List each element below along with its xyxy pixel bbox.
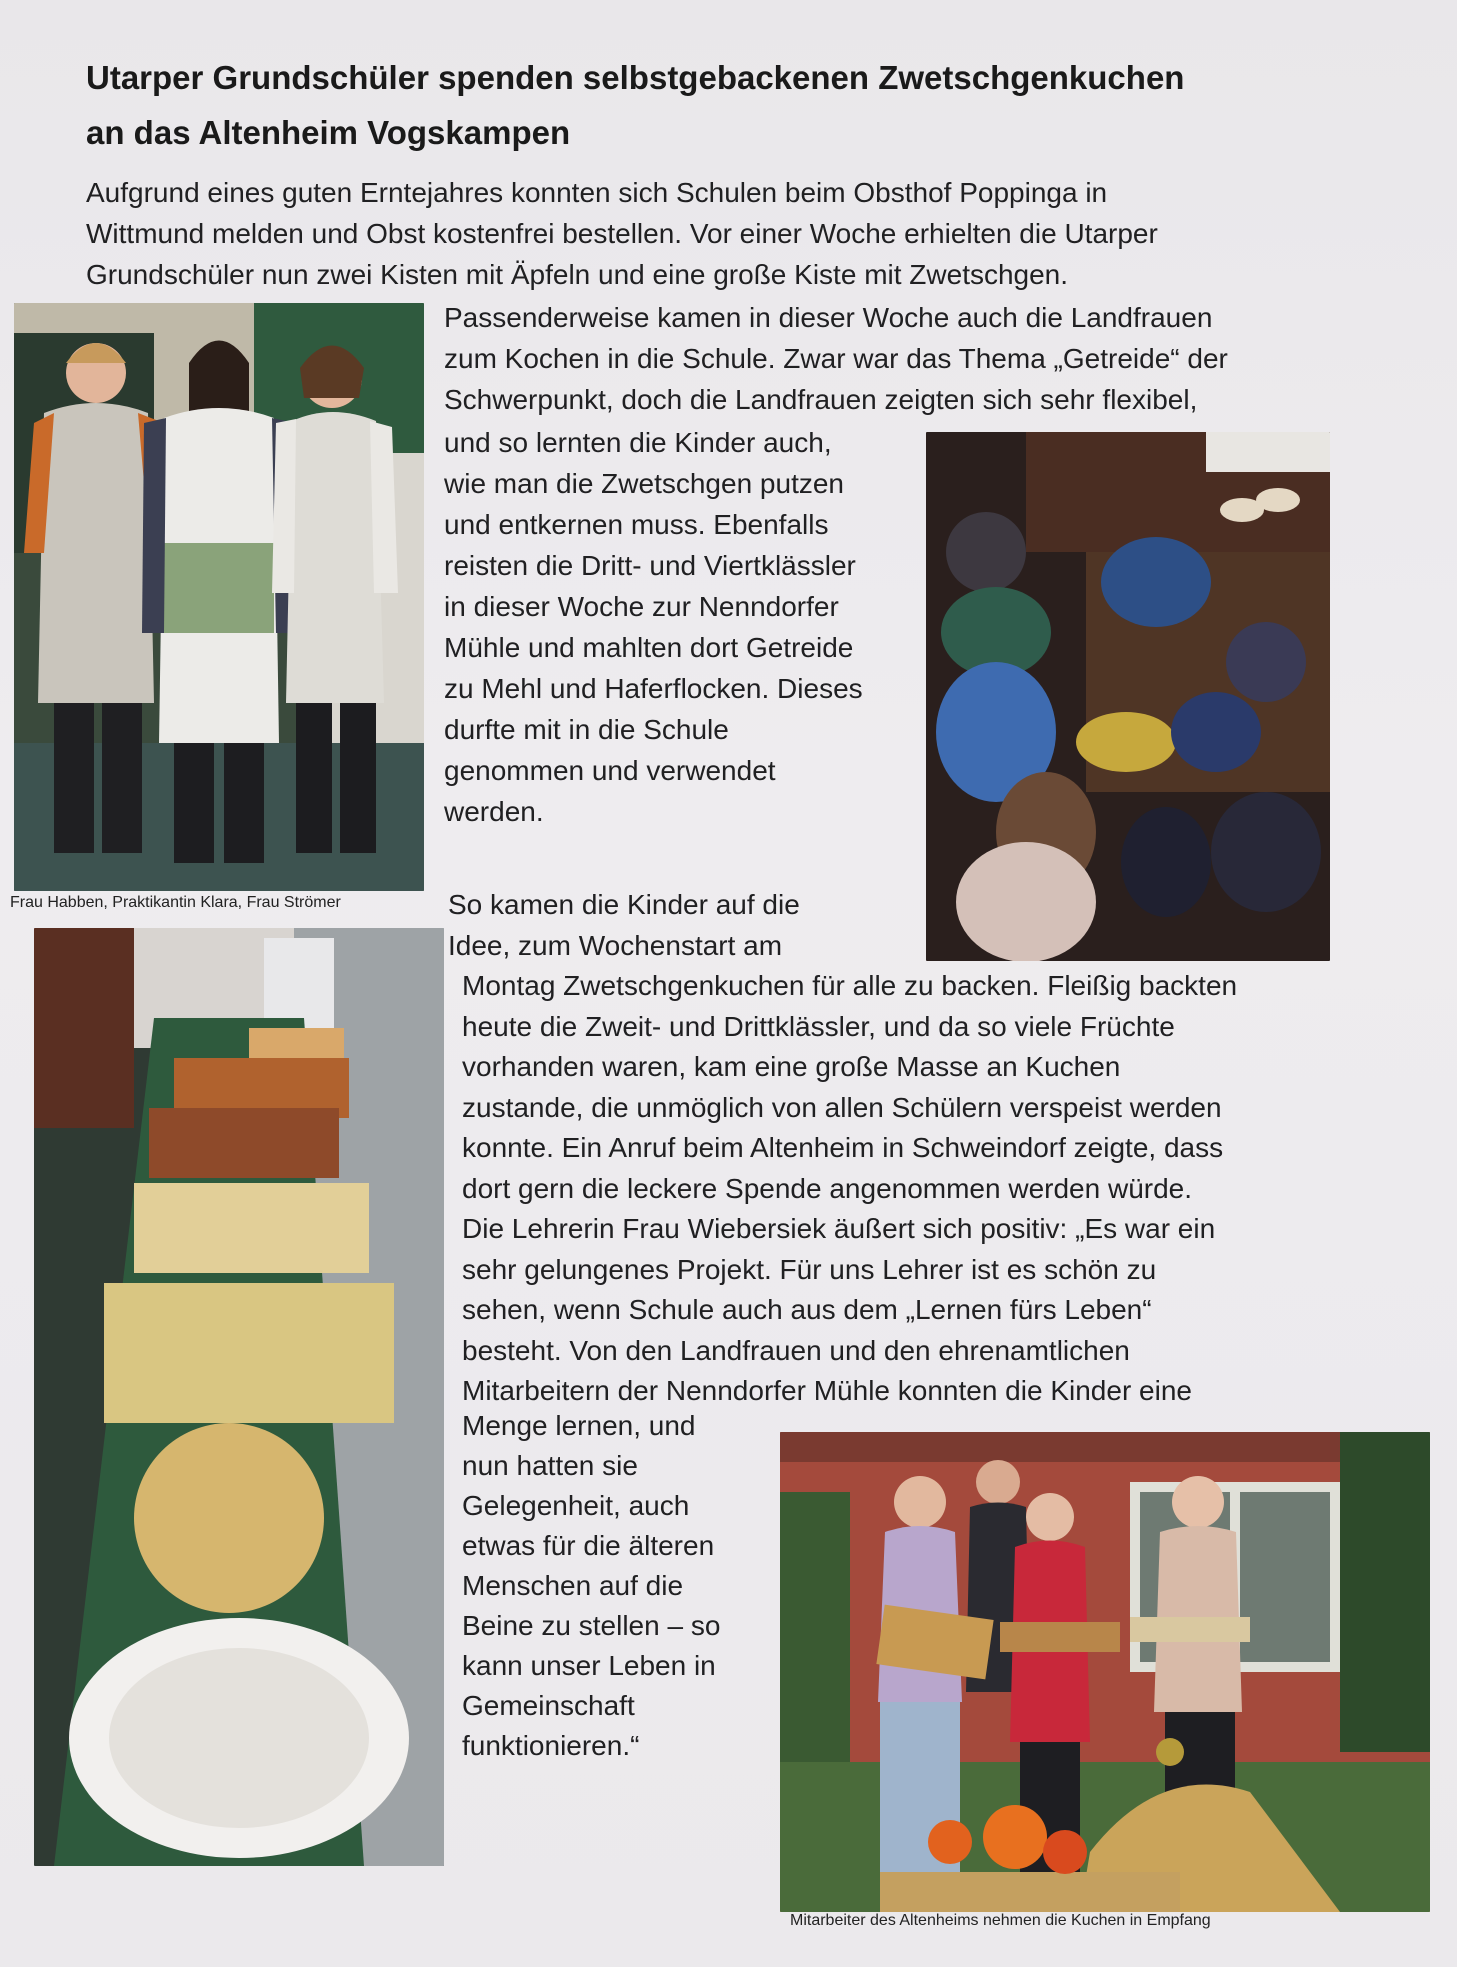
text-line: genommen und verwendet: [444, 755, 776, 786]
text-line: Passenderweise kamen in dieser Woche auch die Landfrauen: [444, 302, 1213, 333]
text-line: kann unser Leben in: [462, 1650, 716, 1681]
text-line: wie man die Zwetschgen putzen: [444, 468, 844, 499]
text-line: nun hatten sie: [462, 1450, 638, 1481]
text-line: Wittmund melden und Obst kostenfrei bestellen. Vor einer Woche erhielten die Utarper: [86, 218, 1158, 249]
photo-kinder-kochen: [926, 432, 1330, 961]
text-line: und so lernten die Kinder auch,: [444, 427, 832, 458]
text-line: Aufgrund eines guten Erntejahres konnten sich Schulen beim Obsthof Poppinga in: [86, 177, 1108, 208]
so-kamen-paragraph: [448, 884, 800, 966]
text-line: und entkernen muss. Ebenfalls: [444, 509, 829, 540]
text-line: reisten die Dritt- und Viertklässler: [444, 550, 856, 581]
text-line: Montag Zwetschgenkuchen für alle zu backen. Fleißig backten: [462, 970, 1238, 1001]
text-line: Idee, zum Wochenstart am: [448, 930, 783, 961]
text-line: sehr gelungenes Projekt. Für uns Lehrer ist es schön zu: [462, 1253, 1157, 1285]
text-line: Gemeinschaft: [462, 1690, 635, 1721]
text-line: funktionieren.“: [462, 1730, 640, 1761]
narrow-paragraph: [444, 422, 863, 832]
text-line: Mühle und mahlten dort Getreide: [444, 632, 854, 663]
photo-kuchen-tisch: [34, 928, 444, 1866]
photo-altenheim-mitarbeiter: [780, 1432, 1430, 1912]
text-line: Menge lernen, und: [462, 1410, 696, 1441]
text-line: vorhanden waren, kam eine große Masse an Kuchen: [462, 1051, 1121, 1082]
text-line: Die Lehrerin Frau Wiebersiek äußert sich positiv: „Es war ein: [462, 1213, 1216, 1244]
text-line: dort gern die leckere Spende angenommen werden würde.: [462, 1172, 1193, 1204]
closing-paragraph: [462, 1406, 720, 1766]
caption-photo-landfrauen: Frau Habben, Praktikantin Klara, Frau Strömer: [10, 894, 341, 911]
text-line: in dieser Woche zur Nenndorfer: [444, 591, 839, 622]
text-line: durfte mit in die Schule: [444, 714, 729, 745]
headline-line: Utarper Grundschüler spenden selbstgebackenen Zwetschgenkuchen: [86, 59, 1185, 96]
landfrauen-paragraph: [444, 297, 1228, 420]
text-line: Beine zu stellen – so: [462, 1610, 721, 1641]
text-line: zu Mehl und Haferflocken. Dieses: [444, 673, 863, 704]
text-line: zum Kochen in die Schule. Zwar war das Thema „Getreide“ der: [444, 343, 1228, 374]
text-line: werden.: [444, 796, 544, 827]
text-line: So kamen die Kinder auf die: [448, 889, 800, 920]
text-line: Gelegenheit, auch: [462, 1490, 690, 1521]
photo-landfrauen: [14, 303, 424, 891]
text-line: Grundschüler nun zwei Kisten mit Äpfeln und eine große Kiste mit Zwetschgen.: [86, 259, 1069, 290]
intro-paragraph: [86, 172, 1158, 295]
text-line: heute die Zweit- und Drittklässler, und da so viele Früchte: [462, 1010, 1175, 1042]
text-line: zustande, die unmöglich von allen Schülern verspeist werden: [462, 1091, 1222, 1123]
text-line: Mitarbeitern der Nenndorfer Mühle konnten die Kinder eine: [462, 1375, 1192, 1406]
caption-photo-altenheim: Mitarbeiter des Altenheims nehmen die Kuchen in Empfang: [790, 1912, 1211, 1929]
text-line: besteht. Von den Landfrauen und den ehrenamtlichen: [462, 1334, 1130, 1366]
main-paragraph: [462, 966, 1237, 1412]
headline-line: an das Altenheim Vogskampen: [86, 114, 571, 151]
article-headline: [86, 50, 1336, 160]
text-line: konnte. Ein Anruf beim Altenheim in Schweindorf zeigte, dass: [462, 1132, 1224, 1163]
text-line: etwas für die älteren: [462, 1530, 715, 1561]
text-line: Schwerpunkt, doch die Landfrauen zeigten sich sehr flexibel,: [444, 384, 1198, 415]
text-line: Menschen auf die: [462, 1570, 684, 1601]
text-line: sehen, wenn Schule auch aus dem „Lernen fürs Leben“: [462, 1294, 1152, 1325]
